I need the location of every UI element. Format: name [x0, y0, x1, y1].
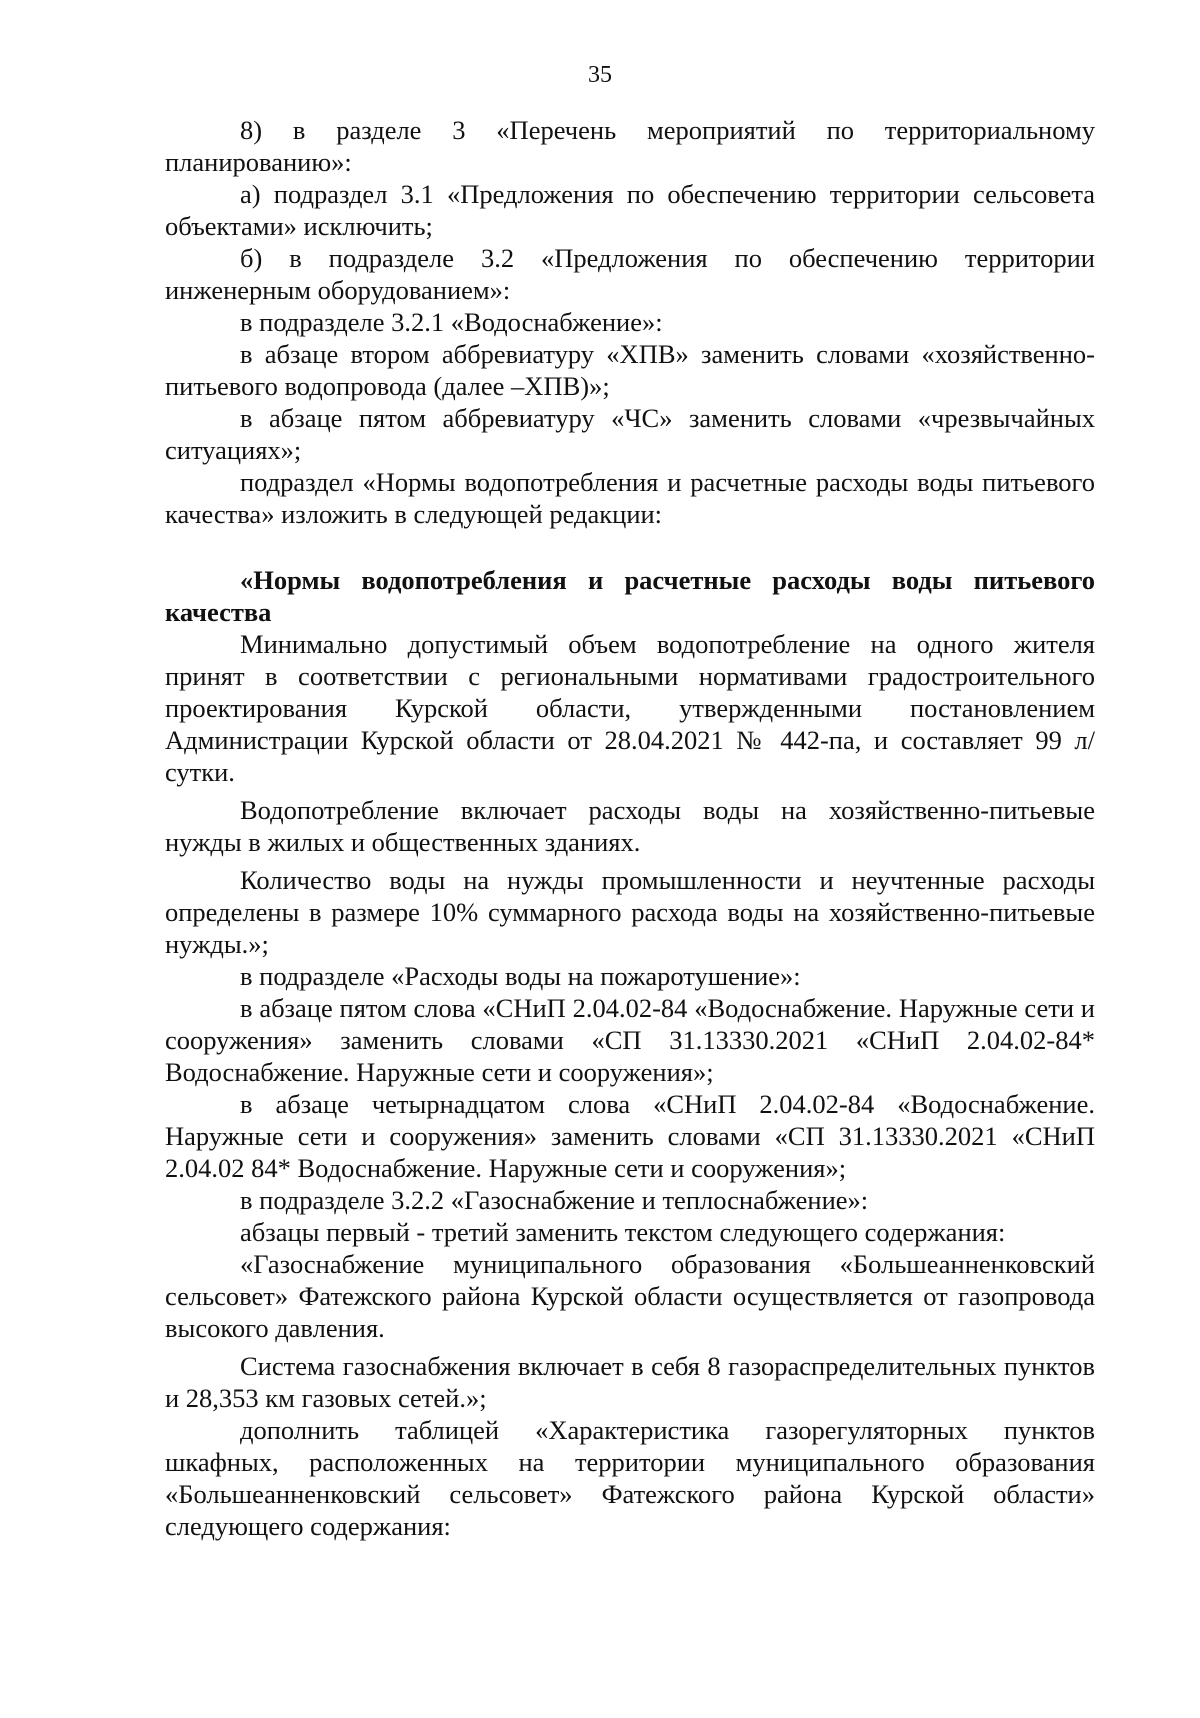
paragraph: в подразделе 3.2.1 «Водоснабжение»: [240, 307, 663, 337]
paragraph: Система газоснабжения включает в себя 8 газораспределительных пунктов и 28,353 км газовых сетей.»; [165, 1351, 1095, 1413]
document-body [165, 114, 1095, 1542]
paragraph: 8) в разделе 3 «Перечень мероприятий по территориальному планированию»: [165, 115, 1095, 177]
paragraph: в абзаце четырнадцатом слова «СНиП 2.04.02-84 «Водоснабжение. Наружные сети и сооружения» заменить словами «СП 31.13330.2021 «СНиП 2.04.02 84* Водоснабжение. Наружные сети и сооружения»; [165, 1089, 1095, 1183]
paragraph: в подразделе 3.2.2 «Газоснабжение и теплоснабжение»: [240, 1185, 869, 1215]
paragraph: подраздел «Нормы водопотребления и расчетные расходы воды питьевого качества» изложить в следующей редакции: [165, 467, 1095, 529]
paragraph: в подразделе «Расходы воды на пожаротушение»: [240, 961, 801, 991]
paragraph: абзацы первый - третий заменить текстом следующего содержания: [240, 1217, 1006, 1247]
paragraph: в абзаце пятом слова «СНиП 2.04.02-84 «Водоснабжение. Наружные сети и сооружения» заменить словами «СП 31.13330.2021 «СНиП 2.04.02-84* Водоснабжение. Наружные сети и сооружения»; [165, 993, 1095, 1087]
paragraph: в абзаце втором аббревиатуру «ХПВ» заменить словами «хозяйственно-питьевого водопровода (далее –ХПВ)»; [165, 339, 1095, 401]
paragraph: б) в подразделе 3.2 «Предложения по обеспечению территории инженерным оборудованием»: [165, 243, 1095, 305]
paragraph: дополнить таблицей «Характеристика газорегуляторных пунктов шкафных, расположенных на территории муниципального образования «Большеанненковский сельсовет» Фатежского района Курской области» следующего содержания: [165, 1415, 1095, 1541]
paragraph: Водопотребление включает расходы воды на хозяйственно-питьевые нужды в жилых и общественных зданиях. [165, 795, 1095, 857]
paragraph: «Газоснабжение муниципального образования «Большеанненковский сельсовет» Фатежского района Курской области осуществляется от газопровода высокого давления. [165, 1249, 1095, 1343]
paragraph: Минимально допустимый объем водопотребление на одного жителя принят в соответствии с региональными нормативами градостроительного проектирования Курской области, утвержденными постановлением Администрации Курской области от 28.04.2021 № 442-па, и составляет 99 л/сутки. [165, 629, 1095, 787]
section-heading: «Нормы водопотребления и расчетные расходы воды питьевого качества [165, 565, 1095, 627]
paragraph: в абзаце пятом аббревиатуру «ЧС» заменить словами «чрезвычайных ситуациях»; [165, 403, 1095, 465]
page-number: 35 [588, 62, 612, 88]
paragraph: а) подраздел 3.1 «Предложения по обеспечению территории сельсовета объектами» исключить; [165, 179, 1095, 241]
paragraph: Количество воды на нужды промышленности и неучтенные расходы определены в размере 10% суммарного расхода воды на хозяйственно-питьевые нужды.»; [165, 865, 1095, 959]
